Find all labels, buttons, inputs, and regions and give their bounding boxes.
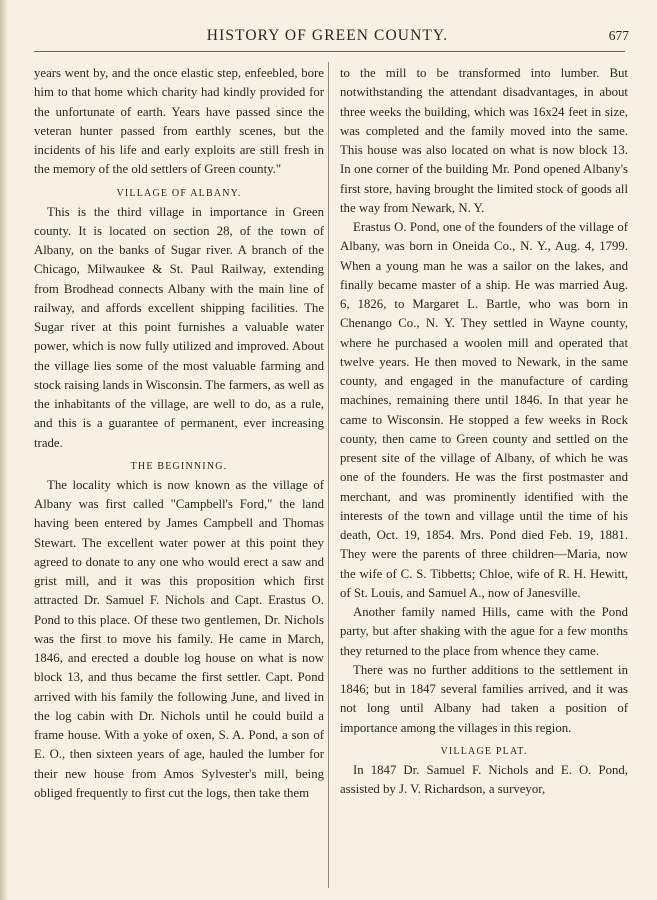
paragraph: Erastus O. Pond, one of the founders of the village of Albany, was born in Oneida Co., N. Y., Aug. 4, 1799. When a young man he was a sailor on the lakes, and finally became master of a ship. He was married Aug. 6, 1826, to Margaret L. Bartle, who was born in Chenango Co., N. Y. They settled in Wayne county, where he purchased a woolen mill and operated that twelve years. He then moved to Newark, in the same county, and engaged in the manufacture of carding machines, remaining there until 1846. In that year he came to Wisconsin. He stopped a few weeks in Rock county, then came to Green county and settled on the present site of the village of Albany, of which he was one of the founders. He was the first postmaster and merchant, and was prominently identified with the interests of the town and village until the time of his death, Oct. 19, 1854. Mrs. Pond died Feb. 19, 1881. They were the parents of three children—Maria, now the wife of C. S. Tibbetts; Chloe, wife of R. H. Hewitt, of St. Louis, and Samuel A., now of Janesville. [340, 220, 628, 600]
paragraph: The locality which is now known as the village of Albany was first called "Campbell's Ford," the land having been entered by James Campbell and Thomas Stewart. The excellent water power at this point they agreed to donate to any one who would erect a saw and grist mill, and it was this proposition which first attracted Dr. Samuel F. Nichols and Capt. Erastus O. Pond to this place. Of these two gentlemen, Dr. Nichols was the first to move his family. He came in March, 1846, and erected a double log house on what is now block 13, and thus became the first settler. Capt. Pond arrived with his family the following June, and lived in the log cabin with Dr. Nichols until he could build a frame house. With a yoke of oxen, S. A. Pond, a son of E. O., then sixteen years of age, hauled the lumber for their new house from Amos Sylvester's mill, being obliged frequently to first cut the logs, then take them [34, 477, 324, 800]
right-column [340, 64, 628, 799]
left-column [34, 64, 324, 803]
paragraph: years went by, and the once elastic step, enfeebled, bore him to that home which charity had kindly provided for the unfortunate of earth. Years have passed since the veteran hunter passed from earthly scenes, but the incidents of his life and early exploits are still fresh in the memory of the old settlers of Green county." [34, 66, 324, 177]
paragraph: There was no further additions to the settlement in 1846; but in 1847 several families arrived, and it was not long until Albany had taken a position of importance among the villages in this region. [340, 662, 628, 735]
section-heading: VILLAGE OF ALBANY. [116, 187, 242, 199]
header-rule [34, 51, 625, 52]
page-number: 677 [608, 28, 629, 43]
section-heading: VILLAGE PLAT. [440, 745, 528, 757]
paragraph: Another family named Hills, came with the Pond party, but after shaking with the ague for a few months they returned to the place from whence they came. [340, 605, 628, 658]
paragraph: In 1847 Dr. Samuel F. Nichols and E. O. Pond, assisted by J. V. Richardson, a surveyor, [340, 762, 628, 796]
section-heading: THE BEGINNING. [130, 460, 228, 472]
column-divider [328, 62, 329, 888]
paragraph: to the mill to be transformed into lumber. But notwithstanding the attendant disadvantages, in about three weeks the building, which was 16x24 feet in size, was completed and the family moved into the same. This house was also located on what is now block 13. In one corner of the building Mr. Pond opened Albany's first store, having brought the limited stock of goods all the way from Newark, N. Y. [340, 66, 628, 215]
running-title: HISTORY OF GREEN COUNTY. [206, 27, 449, 44]
paragraph: This is the third village in importance in Green county. It is located on section 28, of the town of Albany, on the banks of Sugar river. A branch of the Chicago, Milwaukee & St. Paul Railway, extending from Brodhead connects Albany with the main line of railway, and affords excellent shipping facilities. The Sugar river at this point furnishes a valuable water power, which is now fully utilized and improved. About the village lies some of the most valuable farming and stock raising lands in Wisconsin. The farmers, as well as the inhabitants of the village, are well to do, as a rule, and this is a guarantee of permanent, ever increasing trade. [34, 204, 324, 450]
page-edge-shadow [0, 0, 8, 900]
page-header [20, 26, 635, 46]
